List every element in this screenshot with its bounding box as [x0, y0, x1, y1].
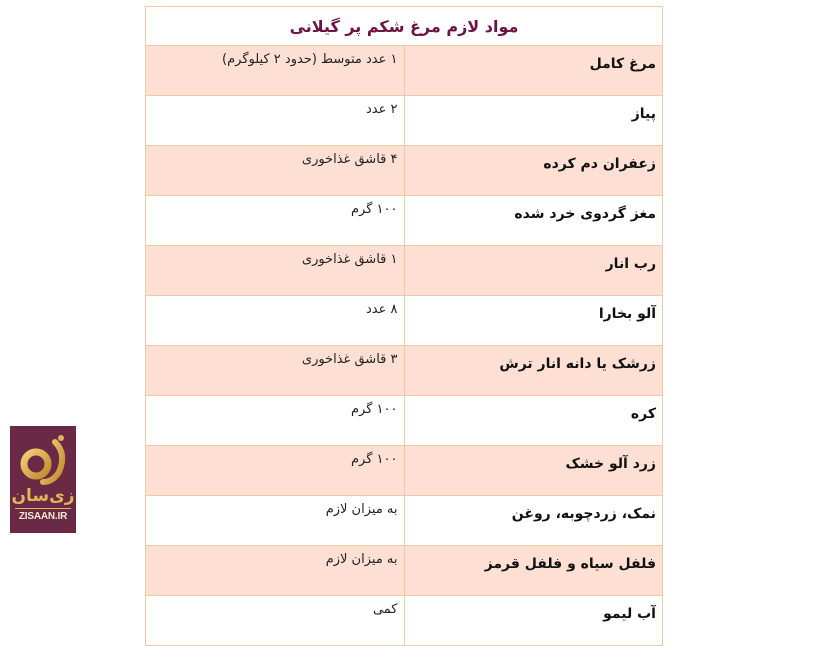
- ingredient-name: کره: [404, 396, 663, 446]
- ingredient-quantity: ۸ عدد: [146, 296, 405, 346]
- ingredient-quantity: ۴ قاشق غذاخوری: [146, 146, 405, 196]
- ingredients-table: [145, 6, 663, 646]
- table-row: [146, 246, 663, 296]
- logo-text-fa: زی‌سان: [11, 486, 75, 506]
- table-title: مواد لازم مرغ شکم پر گیلانی: [146, 7, 663, 46]
- ingredient-quantity: کمی: [146, 596, 405, 646]
- ingredient-quantity: ۱ عدد متوسط (حدود ۲ کیلوگرم): [146, 46, 405, 96]
- table-row: [146, 96, 663, 146]
- ingredient-name: رب انار: [404, 246, 663, 296]
- table-row: [146, 296, 663, 346]
- ingredient-quantity: ۱۰۰ گرم: [146, 396, 405, 446]
- ingredient-name: پیاز: [404, 96, 663, 146]
- table-row: [146, 146, 663, 196]
- ingredient-quantity: ۱۰۰ گرم: [146, 196, 405, 246]
- ingredient-quantity: ۱ قاشق غذاخوری: [146, 246, 405, 296]
- table-title-row: [146, 7, 663, 46]
- ingredient-name: مرغ کامل: [404, 46, 663, 96]
- ingredient-name: زعفران دم کرده: [404, 146, 663, 196]
- ingredient-name: مغز گردوی خرد شده: [404, 196, 663, 246]
- ingredient-name: زرشک یا دانه انار ترش: [404, 346, 663, 396]
- table-row: [146, 546, 663, 596]
- table-row: [146, 396, 663, 446]
- ingredient-name: آلو بخارا: [404, 296, 663, 346]
- ingredient-name: نمک، زردچوبه، روغن: [404, 496, 663, 546]
- table-row: [146, 346, 663, 396]
- ingredient-quantity: ۳ قاشق غذاخوری: [146, 346, 405, 396]
- ingredient-quantity: ۲ عدد: [146, 96, 405, 146]
- logo-divider: [15, 508, 71, 509]
- table-row: [146, 496, 663, 546]
- zisaan-logo: [10, 426, 76, 533]
- table-row: [146, 446, 663, 496]
- ingredient-name: فلفل سیاه و فلفل قرمز: [404, 546, 663, 596]
- table-row: [146, 596, 663, 646]
- ingredient-quantity: به میزان لازم: [146, 546, 405, 596]
- zisaan-logo-mark-icon: [17, 432, 69, 484]
- ingredient-name: زرد آلو خشک: [404, 446, 663, 496]
- table-row: [146, 46, 663, 96]
- table-row: [146, 196, 663, 246]
- ingredient-quantity: به میزان لازم: [146, 496, 405, 546]
- ingredient-quantity: ۱۰۰ گرم: [146, 446, 405, 496]
- logo-text-en: ZISAAN.IR: [18, 511, 68, 522]
- ingredient-name: آب لیمو: [404, 596, 663, 646]
